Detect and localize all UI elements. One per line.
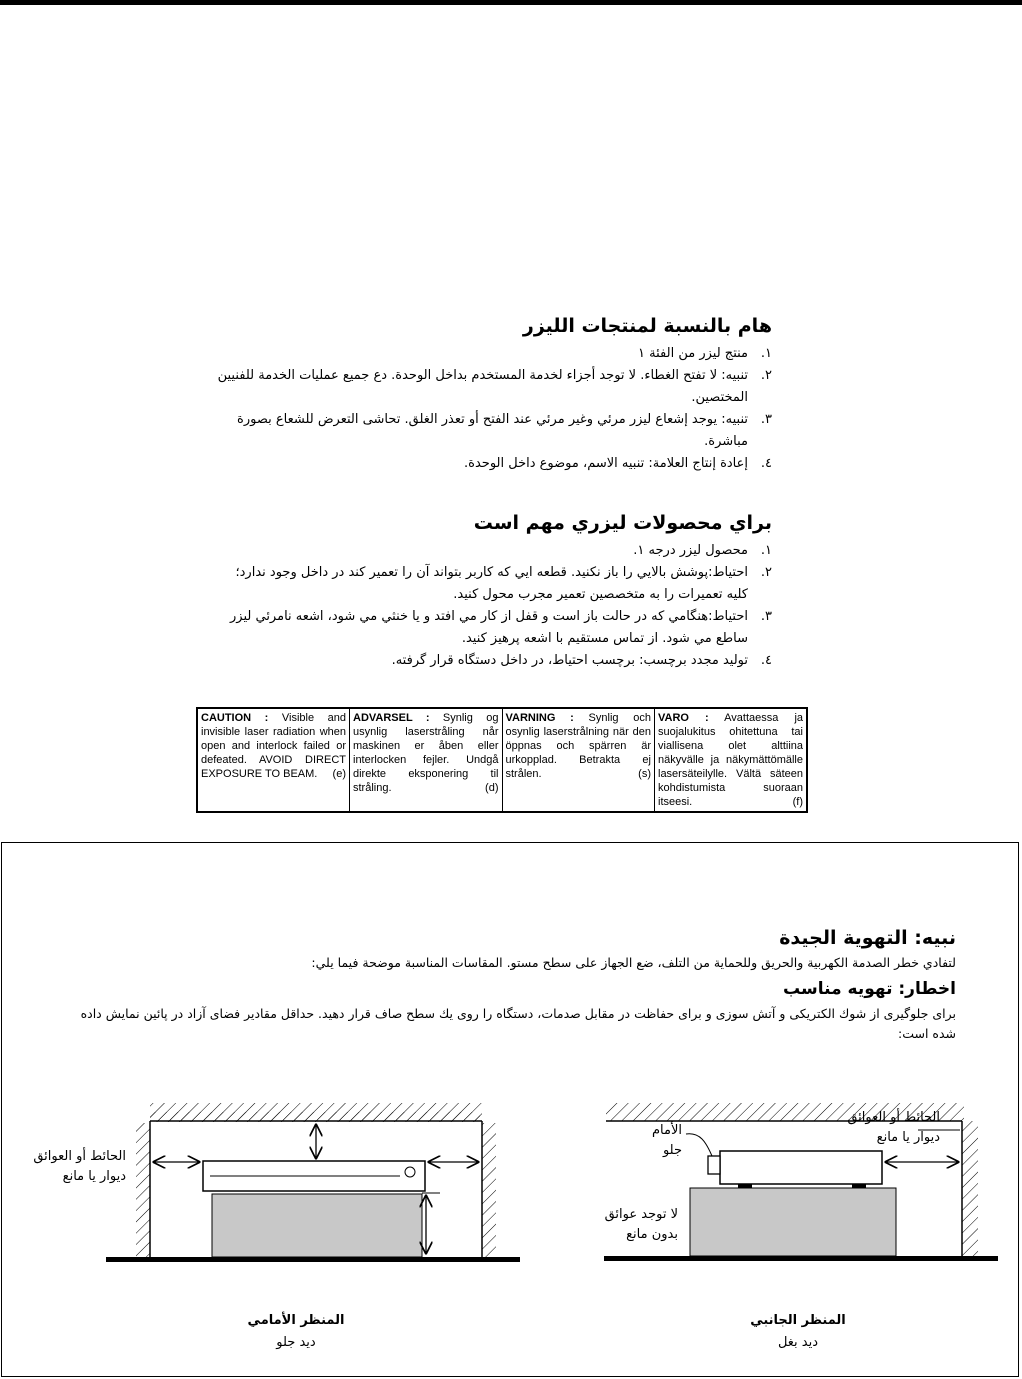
front-right-hatch: [482, 1123, 496, 1258]
item-text: محصول ليزر درجه ١.: [633, 543, 748, 558]
front-wall-label-fa: ديوار يا مانع: [62, 1169, 126, 1184]
side-floor: [604, 1256, 998, 1261]
front-wall-label: [33, 1147, 126, 1187]
item-number: ١.: [760, 346, 772, 361]
side-view-caption: [728, 1310, 868, 1354]
item-text: احتياط:پوشش بالايي را باز نكنيد. قطعه ايي كه كاربر بتواند آن را تعمير كند در داخل وجود ندارد؛ كليه تعميرات را به متخصصين تعمير مجرب محول كنيد.: [235, 565, 748, 602]
item-number: ٣.: [760, 412, 772, 427]
side-right-hatch: [962, 1121, 978, 1257]
item-number: ٤.: [760, 456, 772, 471]
warning-body: Visible and invisible laser radiation when open and interlock failed or defeated. AVOID DIRECT EXPOSURE TO BEAM.: [201, 712, 346, 780]
side-wall-label: [847, 1108, 940, 1148]
warning-body: Avattaessa ja suojalukitus ohitettuna tai viallisena olet alttiina näkyvälle ja näkymättömälle lasersäteilylle. Vältä säteen kohdistumista suoraan itseesi.: [658, 712, 804, 808]
side-unit-front: [708, 1156, 720, 1174]
warning-head: VARNING :: [505, 712, 574, 724]
laser-arabic-title: هام بالنسبة لمنتجات الليزر: [522, 315, 772, 337]
side-unit: [720, 1151, 882, 1184]
side-no-obstacle-ar: لا توجد عوائق: [604, 1207, 678, 1222]
front-view-caption: [226, 1310, 366, 1354]
warning-code: (f): [792, 796, 803, 808]
warning-body: Synlig och osynlig laserstrålning när den öppnas och spärren är urkopplad. Betrakta ej strålen.: [505, 712, 651, 780]
warning-head: CAUTION :: [201, 712, 269, 724]
side-front-label: [652, 1121, 682, 1161]
warning-body: Synlig og usynlig laserstråling når maskinen er åben eller interlocken fejler. Undgå direkte eksponering til stråling.: [353, 712, 499, 794]
item-text: تنبيه: يوجد إشعاع ليزر مرئي وغير مرئي عند الفتح أو تعذر الغلق. تحاشى التعرض للشعاع بصورة مباشرة.: [237, 412, 748, 449]
side-wall-label-ar: الحائط أو العوائق: [847, 1110, 940, 1125]
front-caption-fa: ديد جلو: [276, 1335, 316, 1350]
side-front-label-fa: جلو: [662, 1143, 682, 1158]
item-number: ٣.: [760, 609, 772, 624]
warning-code: (e): [332, 768, 346, 780]
front-floor: [106, 1257, 520, 1262]
item-text: تنبيه: لا تفتح الغطاء. لا توجد أجزاء لخدمة المستخدم بداخل الوحدة. دع جميع عمليات الخدمة للفنيين المختصين.: [217, 368, 748, 405]
ventilation-arabic-title: نبيه: التهوية الجيدة: [779, 927, 956, 949]
front-wall-label-ar: الحائط أو العوائق: [33, 1149, 126, 1164]
side-wall-label-fa: ديوار يا مانع: [876, 1130, 940, 1145]
front-caption-ar: المنظر الأمامي: [247, 1313, 345, 1328]
item-text: توليد مجدد برچسب: برچسب احتياط، در داخل دستگاه قرار گرفته.: [391, 653, 748, 668]
item-text: منتج ليزر من الفئة ١: [638, 346, 748, 361]
laser-persian-title: براي محصولات ليزري مهم است: [473, 512, 772, 534]
warning-head: ADVARSEL :: [353, 712, 430, 724]
side-caption-ar: المنظر الجانبي: [750, 1313, 846, 1328]
item-number: ١.: [760, 543, 772, 558]
item-number: ٢.: [760, 368, 772, 383]
front-ceiling-hatch: [150, 1103, 482, 1121]
side-no-obstacle-fa: بدون مانع: [626, 1227, 678, 1242]
warning-code: (d): [485, 782, 499, 794]
front-leader-line: [686, 1134, 712, 1156]
ventilation-persian-text: براى جلوگيرى از شوك الكتريكى و آتش سوزى و براى حفاظت در مقابل صدمات، دستگاه را روى يك سطح صاف قرار دهيد. حداقل مقادير فضاى آزاد در پائين نمايش داده شده است:: [80, 1006, 956, 1041]
ventilation-persian-title: اخطار: تهويه مناسب: [783, 979, 956, 999]
side-foot: [852, 1184, 866, 1188]
item-number: ٢.: [760, 565, 772, 580]
item-text: إعادة إنتاج العلامة: تنبيه الاسم، موضوع داخل الوحدة.: [464, 456, 748, 471]
side-no-obstacle-label: [605, 1205, 678, 1245]
front-left-hatch: [136, 1123, 150, 1258]
side-stand: [690, 1188, 896, 1256]
warning-head: VARO :: [658, 712, 709, 724]
side-caption-fa: ديد بغل: [777, 1335, 819, 1350]
front-stand: [212, 1194, 422, 1257]
side-front-label-ar: الأمام: [652, 1123, 682, 1138]
front-view-diagram: [106, 1103, 520, 1262]
item-text: احتياط:هنگامي كه در حالت باز است و قفل از كار مي افتد و يا خنثي مي شود، اشعه نامرئي ليزر ساطع مي شود. از تماس مستقيم با اشعه پرهيز كنيد.: [230, 609, 748, 646]
warning-code: (s): [638, 768, 651, 780]
ventilation-arabic-text: لتفادي خطر الصدمة الكهربية والحريق وللحماية من التلف، ضع الجهاز على سطح مستو. المقاسات المناسبة موضحة فيما يلي:: [311, 955, 956, 970]
side-foot: [738, 1184, 752, 1188]
item-number: ٤.: [760, 653, 772, 668]
